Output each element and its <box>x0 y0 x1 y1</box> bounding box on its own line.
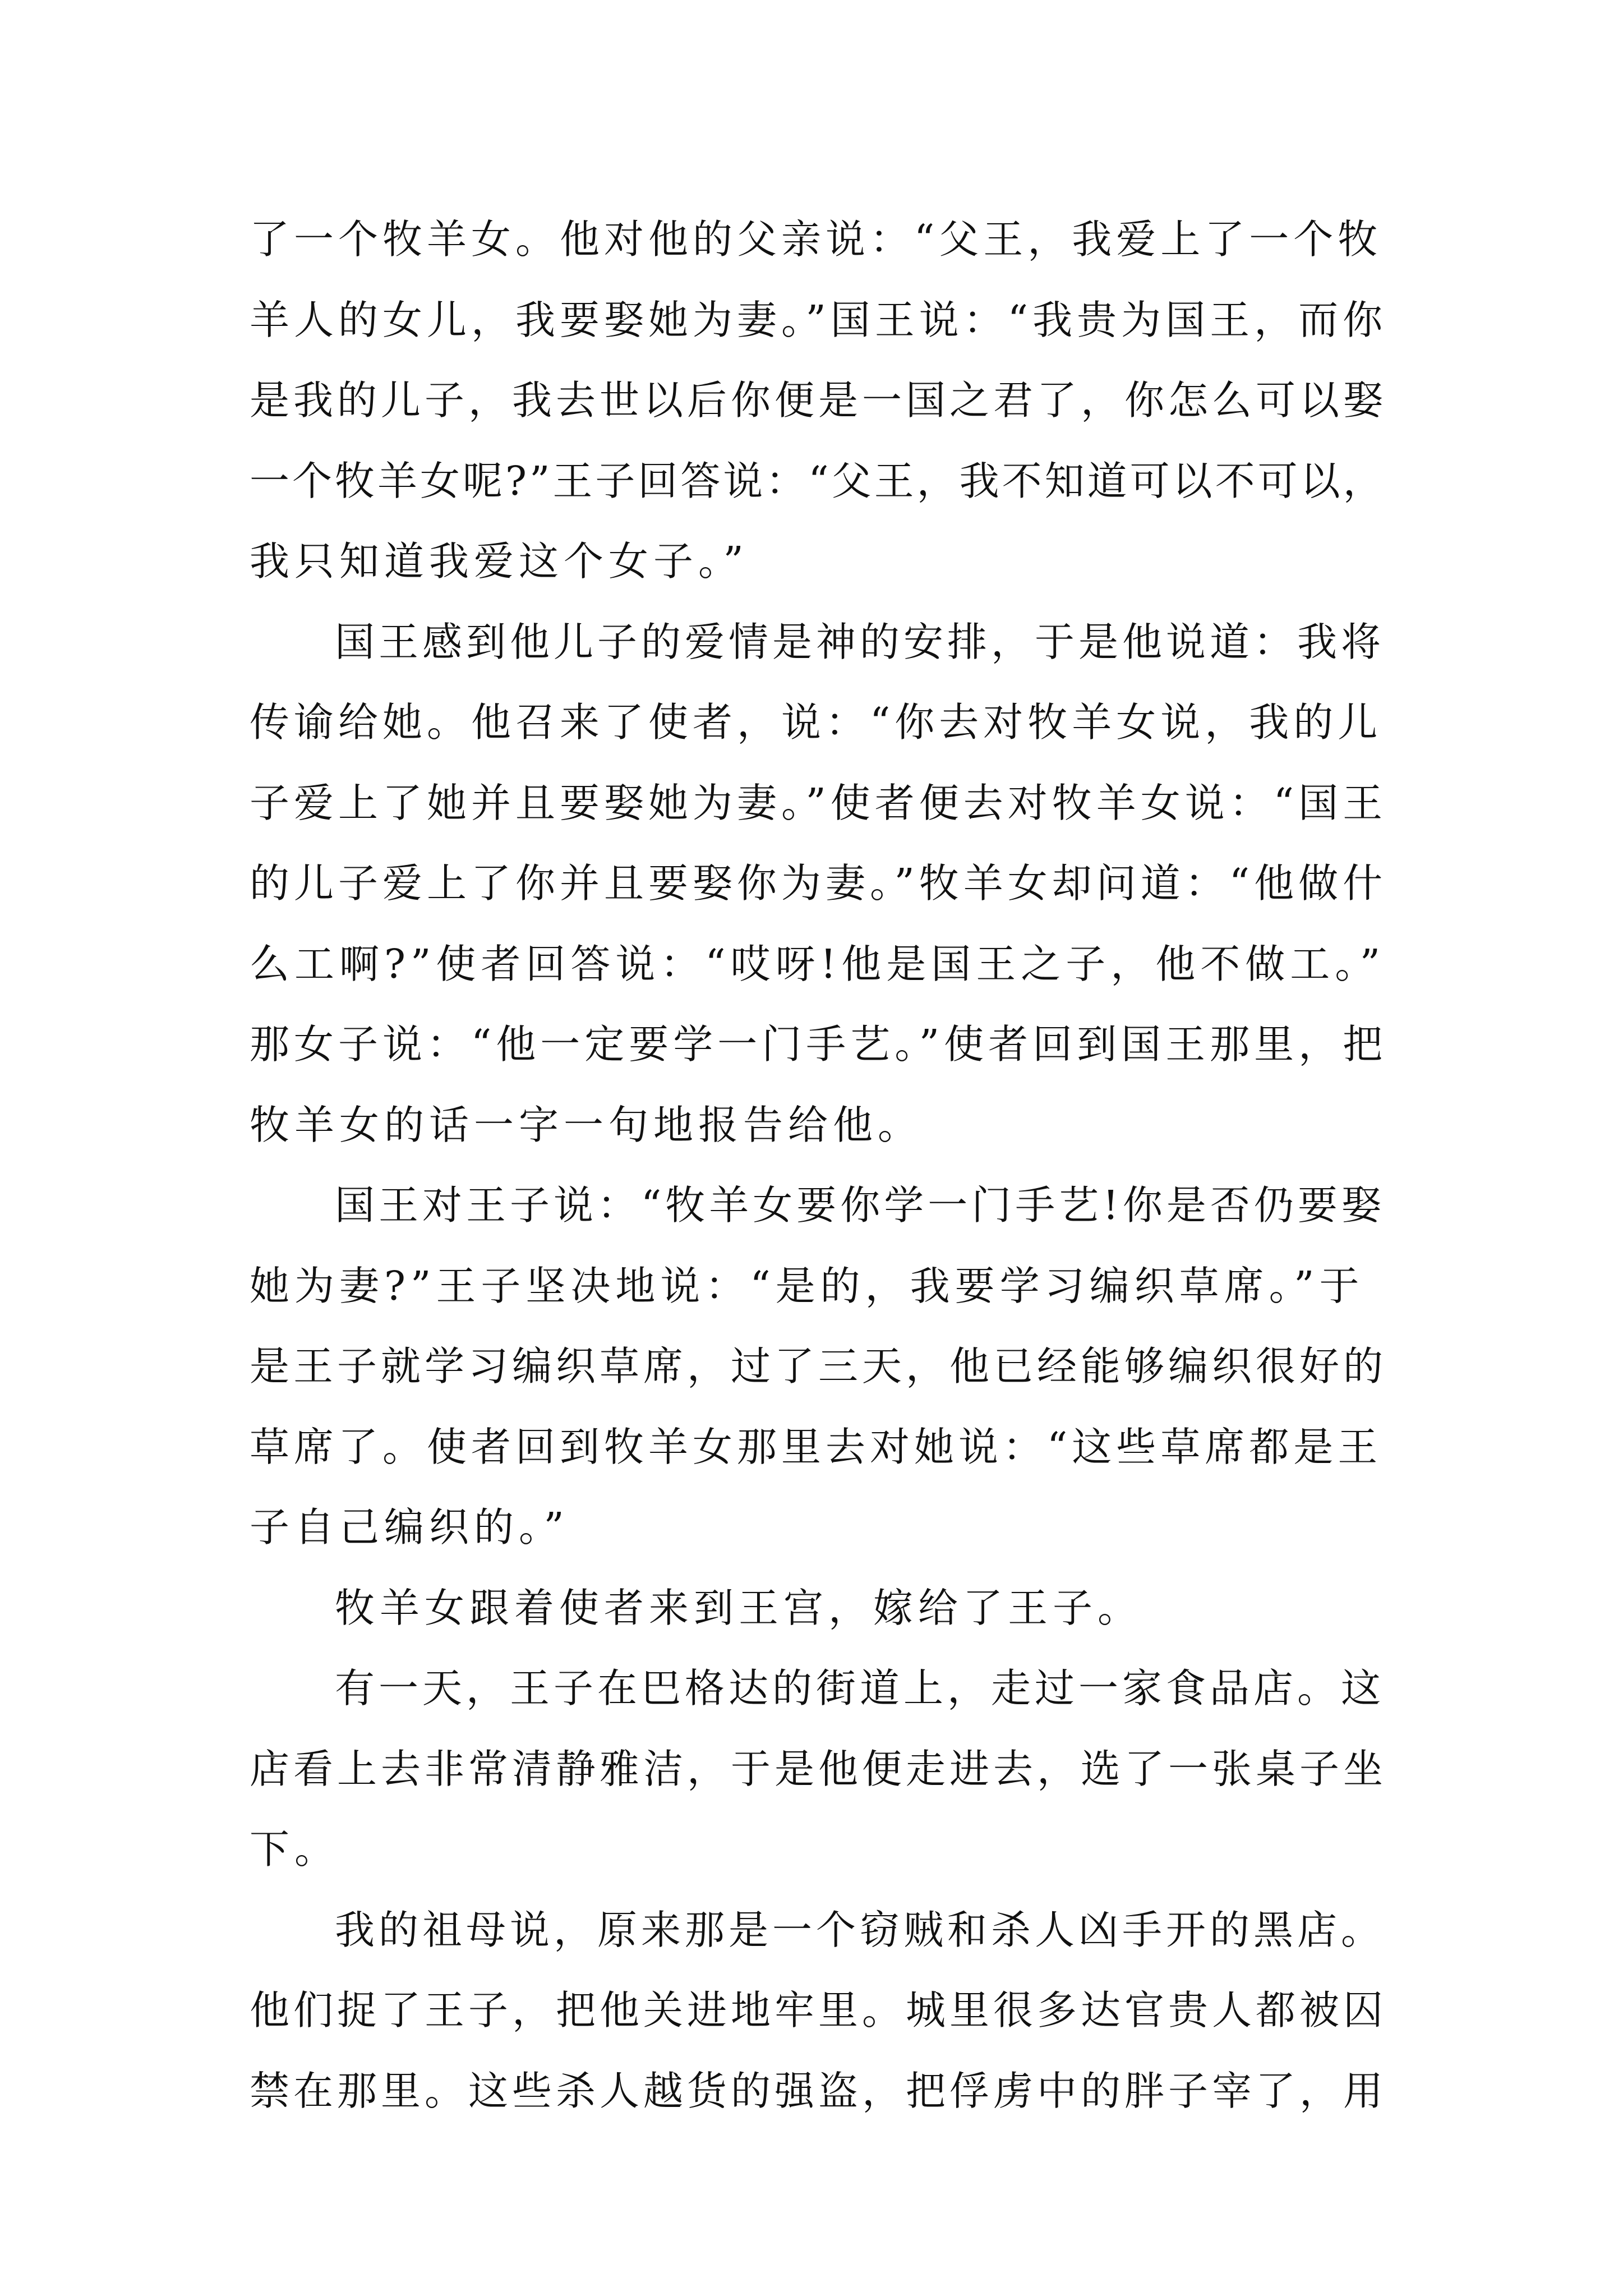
text-line: 是王子就学习编织草席，过了三天，他已经能够编织很好的 <box>250 1343 1387 1389</box>
text-line: 下。 <box>250 1826 340 1872</box>
text-line: 禁在那里。这些杀人越货的强盗，把俘虏中的胖子宰了，用 <box>250 2067 1387 2114</box>
text-line: 是我的儿子，我去世以后你便是一国之君了，你怎么可以娶 <box>250 377 1387 424</box>
text-line: 的儿子爱上了你并且要娶你为妻。”牧羊女却问道：“他做什 <box>250 860 1387 907</box>
text-line: 牧羊女的话一字一句地报告给他。 <box>250 1101 923 1148</box>
text-line: 她为妻?”王子坚决地说：“是的，我要学习编织草席。”于 <box>250 1262 1364 1309</box>
text-line: 有一天，王子在巴格达的街道上，走过一家食品店。这 <box>335 1665 1385 1711</box>
text-line: 店看上去非常清静雅洁，于是他便走进去，选了一张桌子坐 <box>250 1745 1387 1792</box>
text-line: 子自己编织的。” <box>250 1504 569 1550</box>
text-line: 草席了。使者回到牧羊女那里去对她说：“这些草席都是王 <box>250 1423 1382 1470</box>
text-line: 子爱上了她并且要娶她为妻。”使者便去对牧羊女说：“国王 <box>250 779 1387 826</box>
text-line: 了一个牧羊女。他对他的父亲说：“父王，我爱上了一个牧 <box>250 216 1382 263</box>
text-line: 那女子说：“他一定要学一门手艺。”使者回到国王那里，把 <box>250 1021 1387 1068</box>
text-line: 么工啊?”使者回答说：“哎呀!他是国王之子，他不做工。” <box>250 940 1385 987</box>
text-line: 他们捉了王子，把他关进地牢里。城里很多达官贵人都被囚 <box>250 1987 1387 2033</box>
text-line: 我的祖母说，原来那是一个窃贼和杀人凶手开的黑店。 <box>335 1906 1385 1953</box>
text-line: 我只知道我爱这个女子。” <box>250 538 749 585</box>
text-line: 羊人的女儿，我要娶她为妻。”国王说：“我贵为国王，而你 <box>250 296 1387 343</box>
text-line: 国王对王子说：“牧羊女要你学一门手艺!你是否仍要娶 <box>335 1182 1385 1228</box>
text-line: 牧羊女跟着使者来到王宫，嫁给了王子。 <box>335 1584 1143 1631</box>
text-line: 传谕给她。他召来了使者，说：“你去对牧羊女说，我的儿 <box>250 699 1382 746</box>
body-text <box>250 199 1394 2131</box>
text-line: 一个牧羊女呢?”王子回答说：“父王，我不知道可以不可以， <box>250 457 1386 504</box>
text-line: 国王感到他儿子的爱情是神的安排，于是他说道：我将 <box>335 618 1385 665</box>
